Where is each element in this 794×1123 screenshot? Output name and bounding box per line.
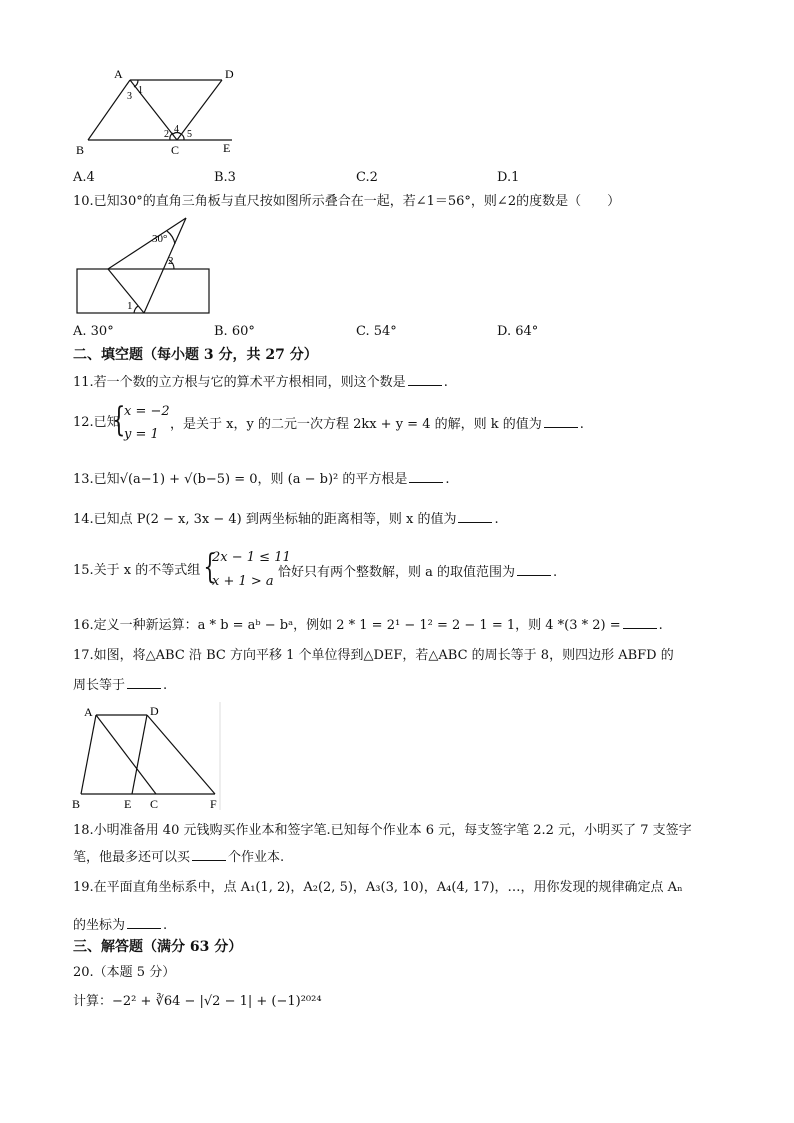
q12-system-line1: x = −2 [124,404,170,419]
question-13-suffix: ，则 (a − b)² 的平方根是 [257,472,408,487]
question-15: 恰好只有两个整数解，则 a 的取值范围为 . [278,565,558,580]
fig17-label-b: B [72,797,81,811]
question-17-line2-text: 周长等于 [73,678,126,693]
answer-blank [409,470,443,483]
fig17-label-f: F [210,797,217,811]
question-11-text: 11.若一个数的立方根与它的算术平方根相同，则这个数是 [73,375,406,390]
fig10-label-30: 30° [152,233,168,245]
question-12: ，是关于 x，y 的二元一次方程 2kx + y = 4 的解，则 k 的值为 . [170,417,584,432]
q9-option-d: D.1 [497,170,520,185]
question-18-line2a: 笔，他最多还可以买 [73,850,191,865]
fig17-label-e: E [124,797,132,811]
q10-option-a: A. 30° [73,324,114,339]
fig9-label-c: C [171,143,180,157]
fig10-label-2: 2 [168,255,174,267]
fig9-label-e: E [223,141,231,155]
fig9-angle-5: 5 [187,129,192,140]
q10-option-b: B. 60° [214,324,255,339]
question-15-prefix: 15.关于 x 的不等式组 [73,563,201,578]
q12-system-line2: y = 1 [124,427,159,442]
figure-q9 [70,66,260,158]
answer-blank [544,415,578,428]
fig9-angle-1: 1 [138,85,143,96]
answer-blank [127,676,161,689]
answer-blank [127,916,161,929]
answer-blank [623,616,657,629]
answer-blank [408,373,442,386]
q9-option-b: B.3 [214,170,236,185]
brace-icon: { [203,547,217,587]
question-18-line2b: 个作业本. [228,850,285,865]
question-17-line1: 17.如图，将△ABC 沿 BC 方向平移 1 个单位得到△DEF，若△ABC 的周长等于 8，则四边形 ABFD 的 [73,648,674,663]
question-17-line2: 周长等于 . [73,678,168,693]
question-19-line2: 的坐标为 . [73,918,168,933]
question-10: 10.已知30°的直角三角板与直尺按如图所示叠合在一起，若∠1＝56°，则∠2的度数是（ ） [73,194,621,209]
question-14-text: 14.已知点 P(2 − x, 3x − 4) 到两坐标轴的距离相等，则 x 的值为 [73,512,457,527]
section-3-heading: 三、解答题（满分 63 分） [73,939,243,955]
fig9-angle-3: 3 [127,91,132,102]
q15-system-line1: 2x − 1 ≤ 11 [212,550,291,565]
fig9-label-a: A [114,67,123,81]
question-13: 13.已知√(a−1) + √(b−5) = 0，则 (a − b)² 的平方根是 . [73,472,450,487]
question-14: 14.已知点 P(2 − x, 3x − 4) 到两坐标轴的距离相等，则 x 的值为 . [73,512,499,527]
fig17-label-c: C [150,797,159,811]
q10-option-c: C. 54° [356,324,397,339]
question-12-text: ，是关于 x，y 的二元一次方程 2kx + y = 4 的解，则 k 的值为 [170,417,542,432]
fig9-label-d: D [225,67,234,81]
question-19-line2-text: 的坐标为 [73,918,126,933]
answer-blank [192,848,226,861]
fig10-label-1: 1 [127,300,133,312]
q15-system-line2: x + 1 > a [212,574,274,589]
question-16: 16.定义一种新运算：a * b = aᵇ − bᵃ，例如 2 * 1 = 2¹ − 1² = 2 − 1 = 1，则 4 *(3 * 2) = . [73,618,663,633]
fig17-label-a: A [84,705,93,719]
question-18-line1: 18.小明准备用 40 元钱购买作业本和签字笔.已知每个作业本 6 元，每支签字笔 2.2 元，小明买了 7 支签字 [73,823,692,838]
question-16-text: 16.定义一种新运算：a * b = aᵇ − bᵃ，例如 2 * 1 = 2¹ − 1² = 2 − 1 = 1，则 4 *(3 * 2) = [73,618,621,633]
question-13-prefix: 13.已知 [73,472,120,487]
q10-option-d: D. 64° [497,324,539,339]
brace-icon: { [112,400,126,440]
question-12-prefix: 12.已知 [73,415,120,430]
question-18-line2 [73,848,284,866]
question-13-expr: √(a−1) + √(b−5) = 0 [119,472,258,487]
answer-blank [458,510,492,523]
q9-option-c: C.2 [356,170,378,185]
fig9-label-b: B [76,143,85,157]
question-19-line1: 19.在平面直角坐标系中，点 A₁(1, 2)，A₂(2, 5)，A₃(3, 10)，A₄(4, 17)，…，用你发现的规律确定点 Aₙ [73,880,683,895]
section-2-heading: 二、填空题（每小题 3 分，共 27 分） [73,347,318,363]
question-15-text: 恰好只有两个整数解，则 a 的取值范围为 [278,565,516,580]
fig9-angle-2: 2 [164,129,169,140]
question-20-expression: 计算：−2² + ∛64 − |√2 − 1| + (−1)²⁰²⁴ [73,994,322,1009]
answer-blank [517,563,551,576]
question-11: 11.若一个数的立方根与它的算术平方根相同，则这个数是 . [73,375,448,390]
figure-q10 [74,212,214,316]
fig17-label-d: D [150,704,159,718]
question-20-title: 20.（本题 5 分） [73,965,176,980]
q9-option-a: A.4 [73,170,95,185]
fig9-angle-4: 4 [174,124,179,135]
figure-q17 [70,702,230,812]
